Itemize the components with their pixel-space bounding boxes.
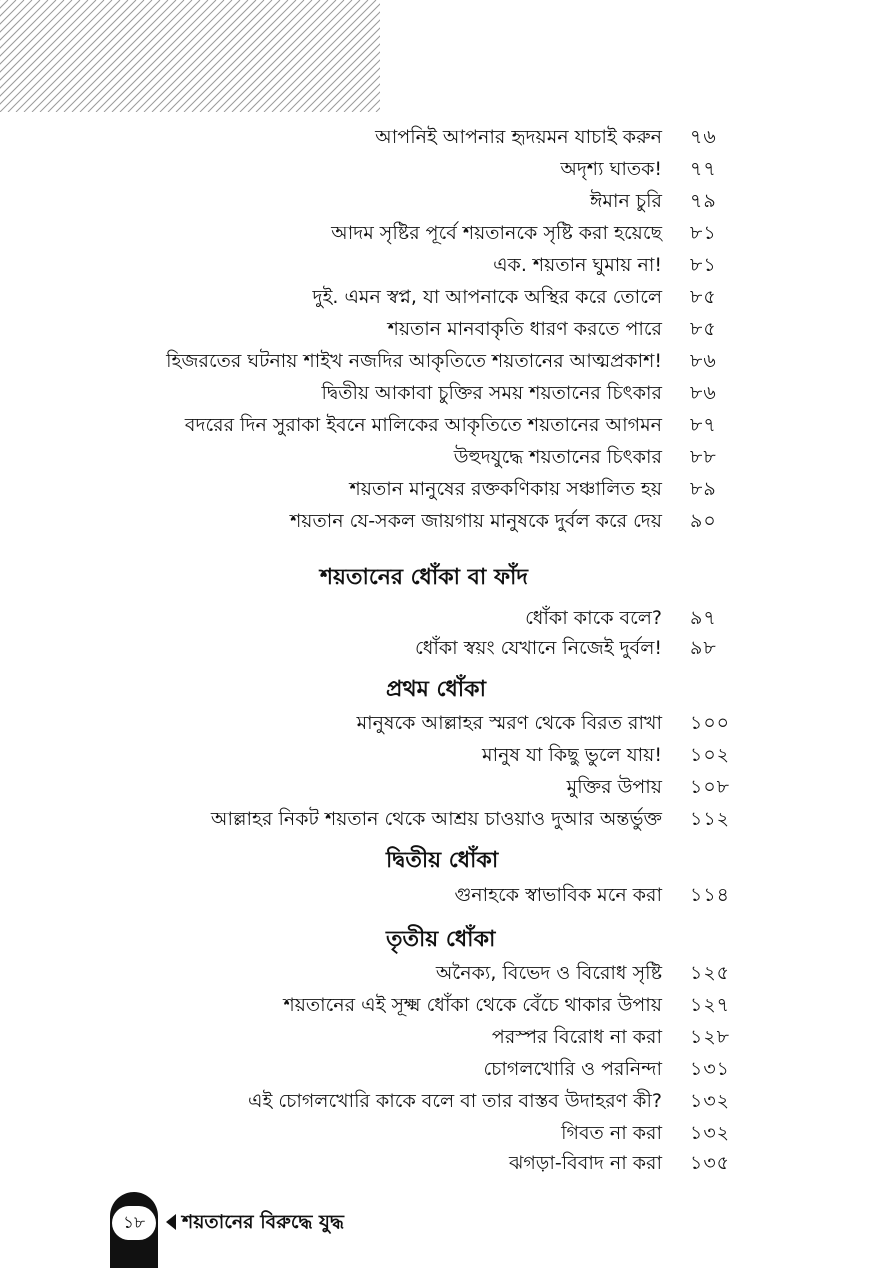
hatch-line (176, 0, 288, 112)
toc-entry[interactable] (0, 1054, 870, 1084)
toc-entry-page: ৯০ (690, 510, 717, 532)
hatch-line (16, 0, 128, 112)
toc-entry[interactable] (0, 708, 870, 738)
toc-entry-page: ১৩১ (690, 1058, 731, 1080)
toc-entry-title: আল্লাহর নিকট শয়তান থেকে আশ্রয় চাওয়াও দুআর অন্তর্ভুক্ত (210, 808, 662, 830)
toc-entry-title: শয়তান মানুষের রক্তকণিকায় সঞ্চালিত হয় (349, 478, 662, 500)
toc-entry-title: চোগলখোরি ও পরনিন্দা (483, 1058, 662, 1080)
toc-entry[interactable] (0, 218, 870, 248)
toc-entry[interactable] (0, 1086, 870, 1116)
toc-entry[interactable] (0, 880, 870, 910)
toc-entry[interactable] (0, 740, 870, 770)
running-book-title: শয়তানের বিরুদ্ধে যুদ্ধ (182, 1211, 344, 1233)
hatch-line (24, 0, 136, 112)
hatch-line (96, 0, 208, 112)
hatch-line (72, 0, 184, 112)
hatch-line (64, 0, 176, 112)
page-footer (110, 1192, 510, 1268)
hatch-line (192, 0, 304, 112)
toc-entry-page: ৮৬ (690, 382, 717, 404)
hatch-line (0, 0, 40, 112)
hatch-line (128, 0, 240, 112)
toc-entry[interactable] (0, 990, 870, 1020)
hatch-line (160, 0, 272, 112)
toc-entry-page: ৯৭ (690, 607, 717, 629)
toc-entry[interactable] (0, 250, 870, 280)
toc-entry-page: ৮৫ (690, 318, 717, 340)
toc-entry-page: ১৩২ (690, 1090, 731, 1112)
toc-entry-title: শয়তান যে-সকল জায়গায় মানুষকে দুর্বল করে দেয় (290, 510, 662, 532)
toc-entry[interactable] (0, 442, 870, 472)
toc-entry[interactable] (0, 804, 870, 834)
toc-entry-page: ১২৭ (690, 994, 731, 1016)
toc-entry[interactable] (0, 772, 870, 802)
hatch-line (288, 0, 380, 112)
toc-entry[interactable] (0, 958, 870, 988)
toc-entry-title: হিজরতের ঘটনায় শাইখ নজদির আকৃতিতে শয়তানের আত্মপ্রকাশ! (166, 350, 662, 372)
toc-entry[interactable] (0, 154, 870, 184)
toc-entry[interactable] (0, 1148, 870, 1178)
toc-entry-title: মানুষকে আল্লাহর স্মরণ থেকে বিরত রাখা (356, 712, 662, 734)
toc-entry-page: ৮১ (690, 254, 717, 276)
hatch-line (224, 0, 336, 112)
hatch-line (80, 0, 192, 112)
toc-entry-page: ১২৫ (690, 962, 731, 984)
hatch-line (240, 0, 352, 112)
hatch-line (208, 0, 320, 112)
toc-entry-page: ৭৬ (690, 126, 717, 148)
toc-entry[interactable] (0, 378, 870, 408)
hatch-line (40, 0, 152, 112)
toc-entry-title: এই চোগলখোরি কাকে বলে বা তার বাস্তব উদাহরণ কী? (248, 1090, 662, 1112)
hatch-line (0, 0, 88, 112)
toc-entry[interactable] (0, 346, 870, 376)
toc-entry-page: ৭৯ (690, 190, 717, 212)
section-heading: শয়তানের ধোঁকা বা ফাঁদ (320, 565, 528, 590)
hatch-line (256, 0, 368, 112)
toc-entry-title: মুক্তির উপায় (566, 776, 662, 798)
hatch-line (112, 0, 224, 112)
toc-entry-page: ১৩৫ (690, 1152, 731, 1174)
hatch-line (104, 0, 216, 112)
hatch-line (0, 0, 112, 112)
hatch-line (152, 0, 264, 112)
toc-entry-page: ১১২ (690, 808, 731, 830)
toc-entry-title: উহুদযুদ্ধে শয়তানের চিৎকার (453, 446, 662, 468)
toc-entry-page: ৮৬ (690, 350, 717, 372)
toc-entry-page: ১০২ (690, 744, 731, 766)
hatch-line (360, 0, 380, 112)
toc-entry-page: ৮৭ (690, 414, 717, 436)
hatch-line (248, 0, 360, 112)
toc-entry-page: ৮৫ (690, 286, 717, 308)
hatch-line (312, 0, 380, 112)
toc-entry-page: ১২৮ (690, 1026, 731, 1048)
toc-entry-title: অদৃশ্য ঘাতক! (560, 158, 662, 180)
hatch-line (264, 0, 376, 112)
toc-entry-page: ৮৮ (690, 446, 717, 468)
page-number: ১৮ (112, 1206, 156, 1240)
toc-entry-page: ৭৭ (690, 158, 717, 180)
toc-entry-title: শয়তানের এই সূক্ষ্ম ধোঁকা থেকে বেঁচে থাকার উপায় (283, 994, 662, 1016)
toc-entry[interactable] (0, 314, 870, 344)
toc-entry-title: গিবত না করা (561, 1122, 662, 1144)
hatch-line (56, 0, 168, 112)
toc-entry-title: দ্বিতীয় আকাবা চুক্তির সময় শয়তানের চিৎকার (321, 382, 662, 404)
triangle-left-icon (166, 1214, 176, 1230)
toc-entry-page: ৮১ (690, 222, 717, 244)
hatch-line (48, 0, 160, 112)
toc-entry-title: আদম সৃষ্টির পূর্বে শয়তানকে সৃষ্টি করা হয়েছে (331, 222, 662, 244)
toc-entry[interactable] (0, 603, 870, 633)
toc-entry-title: ঝগড়া-বিবাদ না করা (508, 1152, 662, 1174)
hatch-line (368, 0, 380, 112)
toc-entry-title: আপনিই আপনার হৃদয়মন যাচাই করুন (375, 126, 662, 148)
hatch-line (184, 0, 296, 112)
toc-entry[interactable] (0, 506, 870, 536)
section-heading: তৃতীয় ধোঁকা (386, 927, 496, 952)
page-number-tab (110, 1192, 158, 1268)
hatch-line (32, 0, 144, 112)
toc-entry-title: এক. শয়তান ঘুমায় না! (493, 254, 662, 276)
toc-entry-title: ধোঁকা কাকে বলে? (525, 607, 662, 629)
toc-entry[interactable] (0, 1022, 870, 1052)
toc-entry-title: ধোঁকা স্বয়ং যেখানে নিজেই দুর্বল! (414, 637, 662, 659)
hatch-line (168, 0, 280, 112)
corner-hatch-decoration (0, 0, 380, 112)
toc-entry-title: অনৈক্য, বিভেদ ও বিরোধ সৃষ্টি (435, 962, 662, 984)
hatch-line (144, 0, 256, 112)
toc-entry[interactable] (0, 122, 870, 152)
toc-entry[interactable] (0, 474, 870, 504)
toc-entry[interactable] (0, 633, 870, 663)
toc-entry-page: ১১৪ (690, 884, 730, 906)
toc-entry[interactable] (0, 410, 870, 440)
toc-entry[interactable] (0, 186, 870, 216)
hatch-line (88, 0, 200, 112)
hatch-line (120, 0, 232, 112)
toc-entry-page: ৮৯ (690, 478, 717, 500)
toc-entry-page: ১০০ (690, 712, 731, 734)
hatch-line (0, 0, 24, 112)
hatch-line (136, 0, 248, 112)
hatch-line (0, 0, 72, 112)
toc-entry-title: মানুষ যা কিছু ভুলে যায়! (482, 744, 662, 766)
hatch-line (200, 0, 312, 112)
hatch-line (216, 0, 328, 112)
hatch-line (8, 0, 120, 112)
toc-entry[interactable] (0, 1118, 870, 1148)
toc-entry-title: গুনাহকে স্বাভাবিক মনে করা (454, 884, 662, 906)
section-heading: দ্বিতীয় ধোঁকা (386, 848, 499, 873)
toc-entry-title: শয়তান মানবাকৃতি ধারণ করতে পারে (387, 318, 662, 340)
toc-entry-page: ১৩২ (690, 1122, 731, 1144)
toc-entry-page: ১০৮ (690, 776, 731, 798)
toc-entry-title: দুই. এমন স্বপ্ন, যা আপনাকে অস্থির করে তোলে (312, 286, 662, 308)
section-heading: প্রথম ধোঁকা (386, 677, 486, 702)
toc-entry-page: ৯৮ (690, 637, 717, 659)
toc-entry-title: পরস্পর বিরোধ না করা (491, 1026, 662, 1048)
hatch-line (232, 0, 344, 112)
toc-entry-title: বদরের দিন সুরাকা ইবনে মালিকের আকৃতিতে শয়তানের আগমন (184, 414, 662, 436)
toc-entry-title: ঈমান চুরি (590, 190, 662, 212)
toc-entry[interactable] (0, 282, 870, 312)
